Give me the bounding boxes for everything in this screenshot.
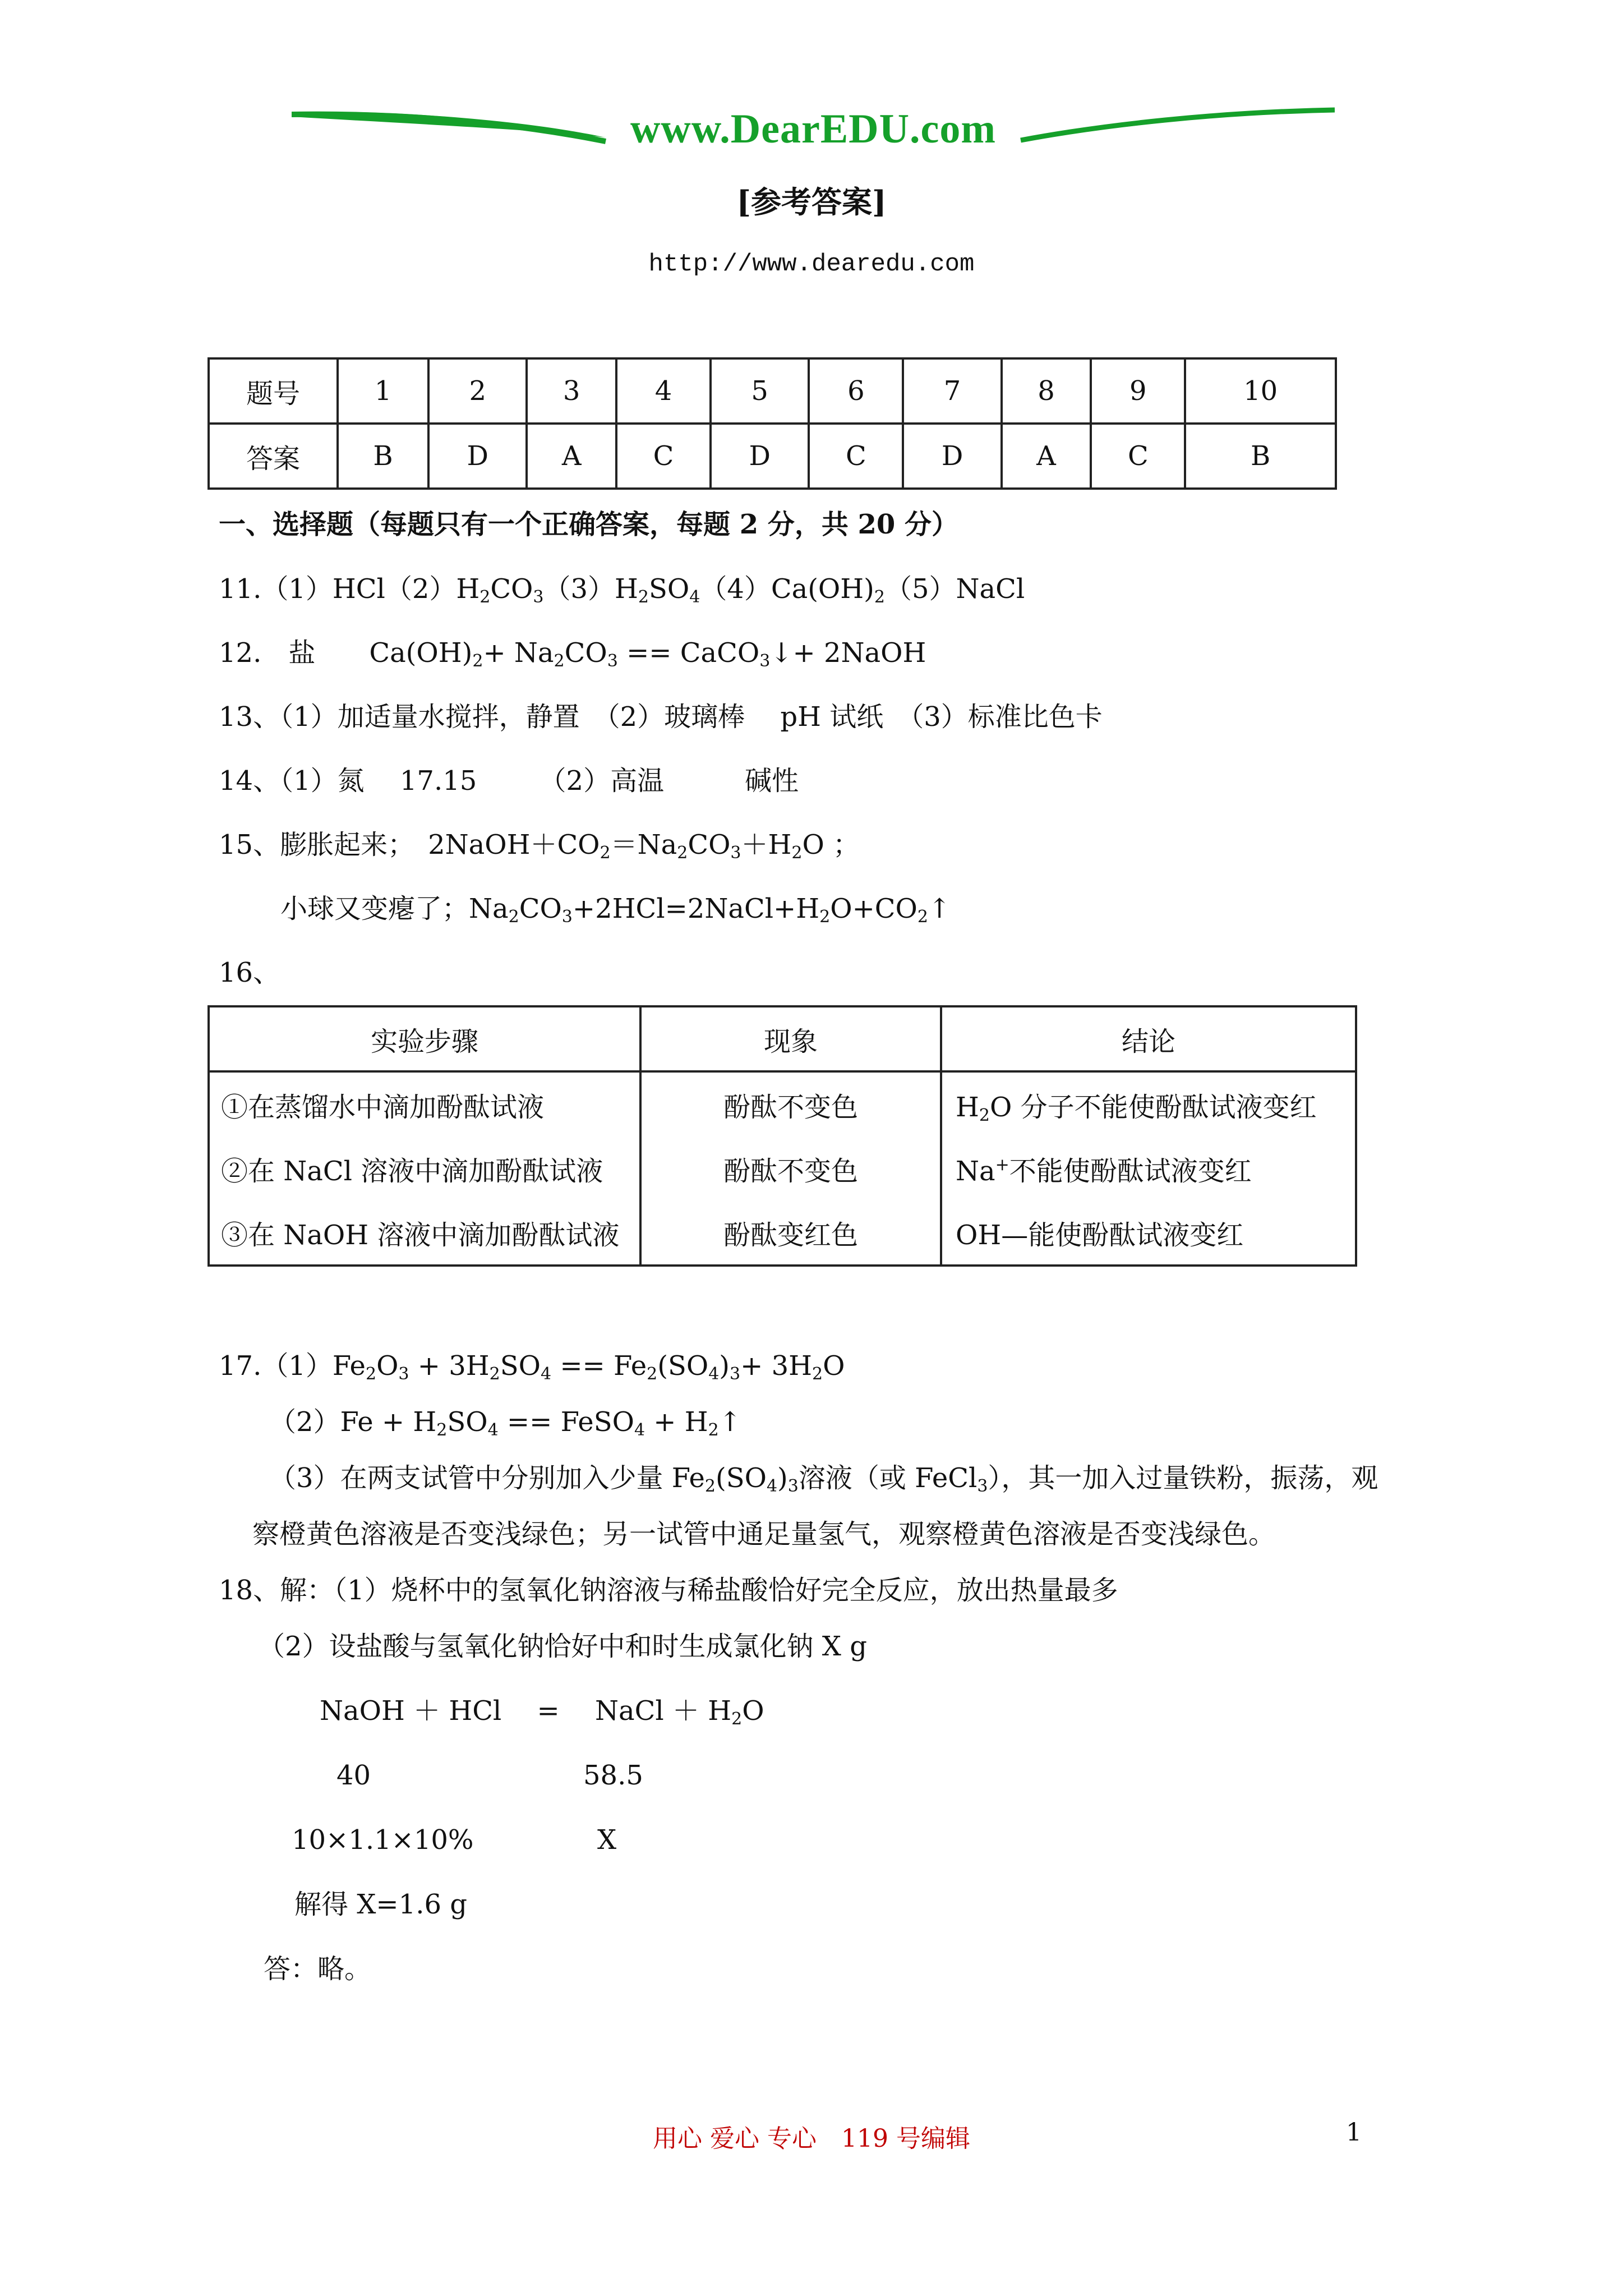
experiment-header-row	[209, 1006, 1356, 1071]
number-cell: 8	[1002, 358, 1091, 424]
number-cell: 6	[809, 358, 903, 424]
phenomenon-cell: 酚酞不变色	[640, 1071, 941, 1137]
solution-result: 解得 X=1.6 g	[294, 1889, 467, 1920]
header-steps: 实验步骤	[209, 1006, 640, 1071]
step-cell: ①在蒸馏水中滴加酚酞试液	[209, 1071, 640, 1137]
footer-slogan: 用心 爱心 专心 119 号编辑	[653, 2124, 970, 2153]
answer-cell: C	[1091, 424, 1185, 489]
molar-mass-nacl: 58.5	[583, 1760, 643, 1791]
answer-18-1: 18、解：（1）烧杯中的氢氧化钠溶液与稀盐酸恰好完全反应，放出热量最多	[219, 1575, 1118, 1606]
number-cell: 2	[428, 358, 527, 424]
answer-17-2: $(2)Fe + H_2SO_4$ == FeSO$_4$ + $H_2↑$	[269, 1406, 741, 1440]
answer-14: 14、（1）氮 17.15 （2）高温 碱性	[219, 765, 799, 797]
answer-18-2: （2）设盐酸与氢氧化钠恰好中和时生成氯化钠 X g	[258, 1631, 867, 1662]
source-url: http://www.dearedu.com	[648, 250, 975, 278]
phenomenon-cell: 酚酞变红色	[640, 1200, 941, 1266]
answer-conclusion: 答：略。	[264, 1953, 372, 1985]
answer-13: 13、（1）加适量水搅拌，静置 （2）玻璃棒 pH 试纸 （3）标准比色卡	[219, 701, 1103, 733]
experiment-row	[209, 1137, 1356, 1200]
number-cell: 4	[616, 358, 711, 424]
step-cell: ②在 NaCl 溶液中滴加酚酞试液	[209, 1137, 640, 1200]
answer-17-3: （3）在两支试管中分别加入少量 $Fe_2(SO_4)_3$溶液（或 FeCl$_3$），其一加入过量铁粉，振荡，观	[269, 1462, 1378, 1496]
number-cell: 3	[527, 358, 616, 424]
logo-text: www.DearEDU.com	[630, 106, 997, 152]
answer-cell: D	[903, 424, 1001, 489]
answer-17-3-cont: 察橙黄色溶液是否变浅绿色；另一试管中通足量氢气，观察橙黄色溶液是否变浅绿色。	[252, 1519, 1276, 1550]
equation: NaOH ＋ HCl = NaCl ＋ $H_2O$	[320, 1695, 764, 1729]
row-label: 题号	[209, 358, 338, 424]
answer-cell: B	[338, 424, 428, 489]
conclusion-cell: OH—能使酚酞试液变红	[941, 1200, 1356, 1266]
number-row	[209, 358, 1336, 424]
answer-cell: C	[809, 424, 903, 489]
answer-11: $11.(1)HCl(2)H_2CO_3(3)H_2SO_4(4)Ca(OH)_2(5)NaCl$	[219, 573, 1025, 607]
answer-cell: D	[711, 424, 809, 489]
number-cell: 1	[338, 358, 428, 424]
answer-15-line1: 15、膨胀起来； $2NaOH+CO_2=Na_2CO_3+H_2O$ ；	[219, 829, 860, 863]
answer-16-label: 16、	[219, 957, 280, 988]
answer-cell: B	[1185, 424, 1336, 489]
answer-cell: A	[1002, 424, 1091, 489]
conclusion-cell: $H_2O$ 分子不能使酚酞试液变红	[941, 1071, 1356, 1137]
answer-15-line2: 小球又变瘪了；$Na_2CO_3+2HCl=2NaCl+H_2O+CO_2↑$	[280, 893, 951, 927]
section-heading: 一、选择题（每题只有一个正确答案，每题 2 分，共 20 分）	[219, 509, 959, 540]
answer-row	[209, 424, 1336, 489]
site-logo	[292, 95, 1335, 163]
answer-17-1: $17.(1)Fe_2O_3 + 3H_2SO_4 == Fe_2(SO_4)_3+ 3H_2O$	[219, 1350, 845, 1384]
phenomenon-cell: 酚酞不变色	[640, 1137, 941, 1200]
step-cell: ③在 NaOH 溶液中滴加酚酞试液	[209, 1200, 640, 1266]
number-cell: 5	[711, 358, 809, 424]
answer-cell: D	[428, 424, 527, 489]
number-cell: 9	[1091, 358, 1185, 424]
page-number: 1	[1346, 2118, 1362, 2147]
answer-cell: C	[616, 424, 711, 489]
experiment-row	[209, 1071, 1356, 1137]
experiment-table	[208, 1005, 1357, 1267]
number-cell: 7	[903, 358, 1001, 424]
answer-12: 12. 盐 $Ca(OH)_2+ Na_2CO_3$ == CaCO$_3$↓+ 2NaOH	[219, 637, 926, 671]
number-cell: 10	[1185, 358, 1336, 424]
header-conclusion: 结论	[941, 1006, 1356, 1071]
conclusion-cell: Na+不能使酚酞试液变红	[941, 1137, 1356, 1200]
header-phenomenon: 现象	[640, 1006, 941, 1071]
experiment-row	[209, 1200, 1356, 1266]
molar-mass-naoh: 40	[336, 1760, 371, 1791]
given-mass: 10×1.1×10%	[292, 1824, 474, 1856]
answer-table	[208, 357, 1337, 490]
page-title: [参考答案]	[736, 184, 887, 220]
row-label: 答案	[209, 424, 338, 489]
unknown-x: X	[597, 1824, 617, 1856]
answer-cell: A	[527, 424, 616, 489]
